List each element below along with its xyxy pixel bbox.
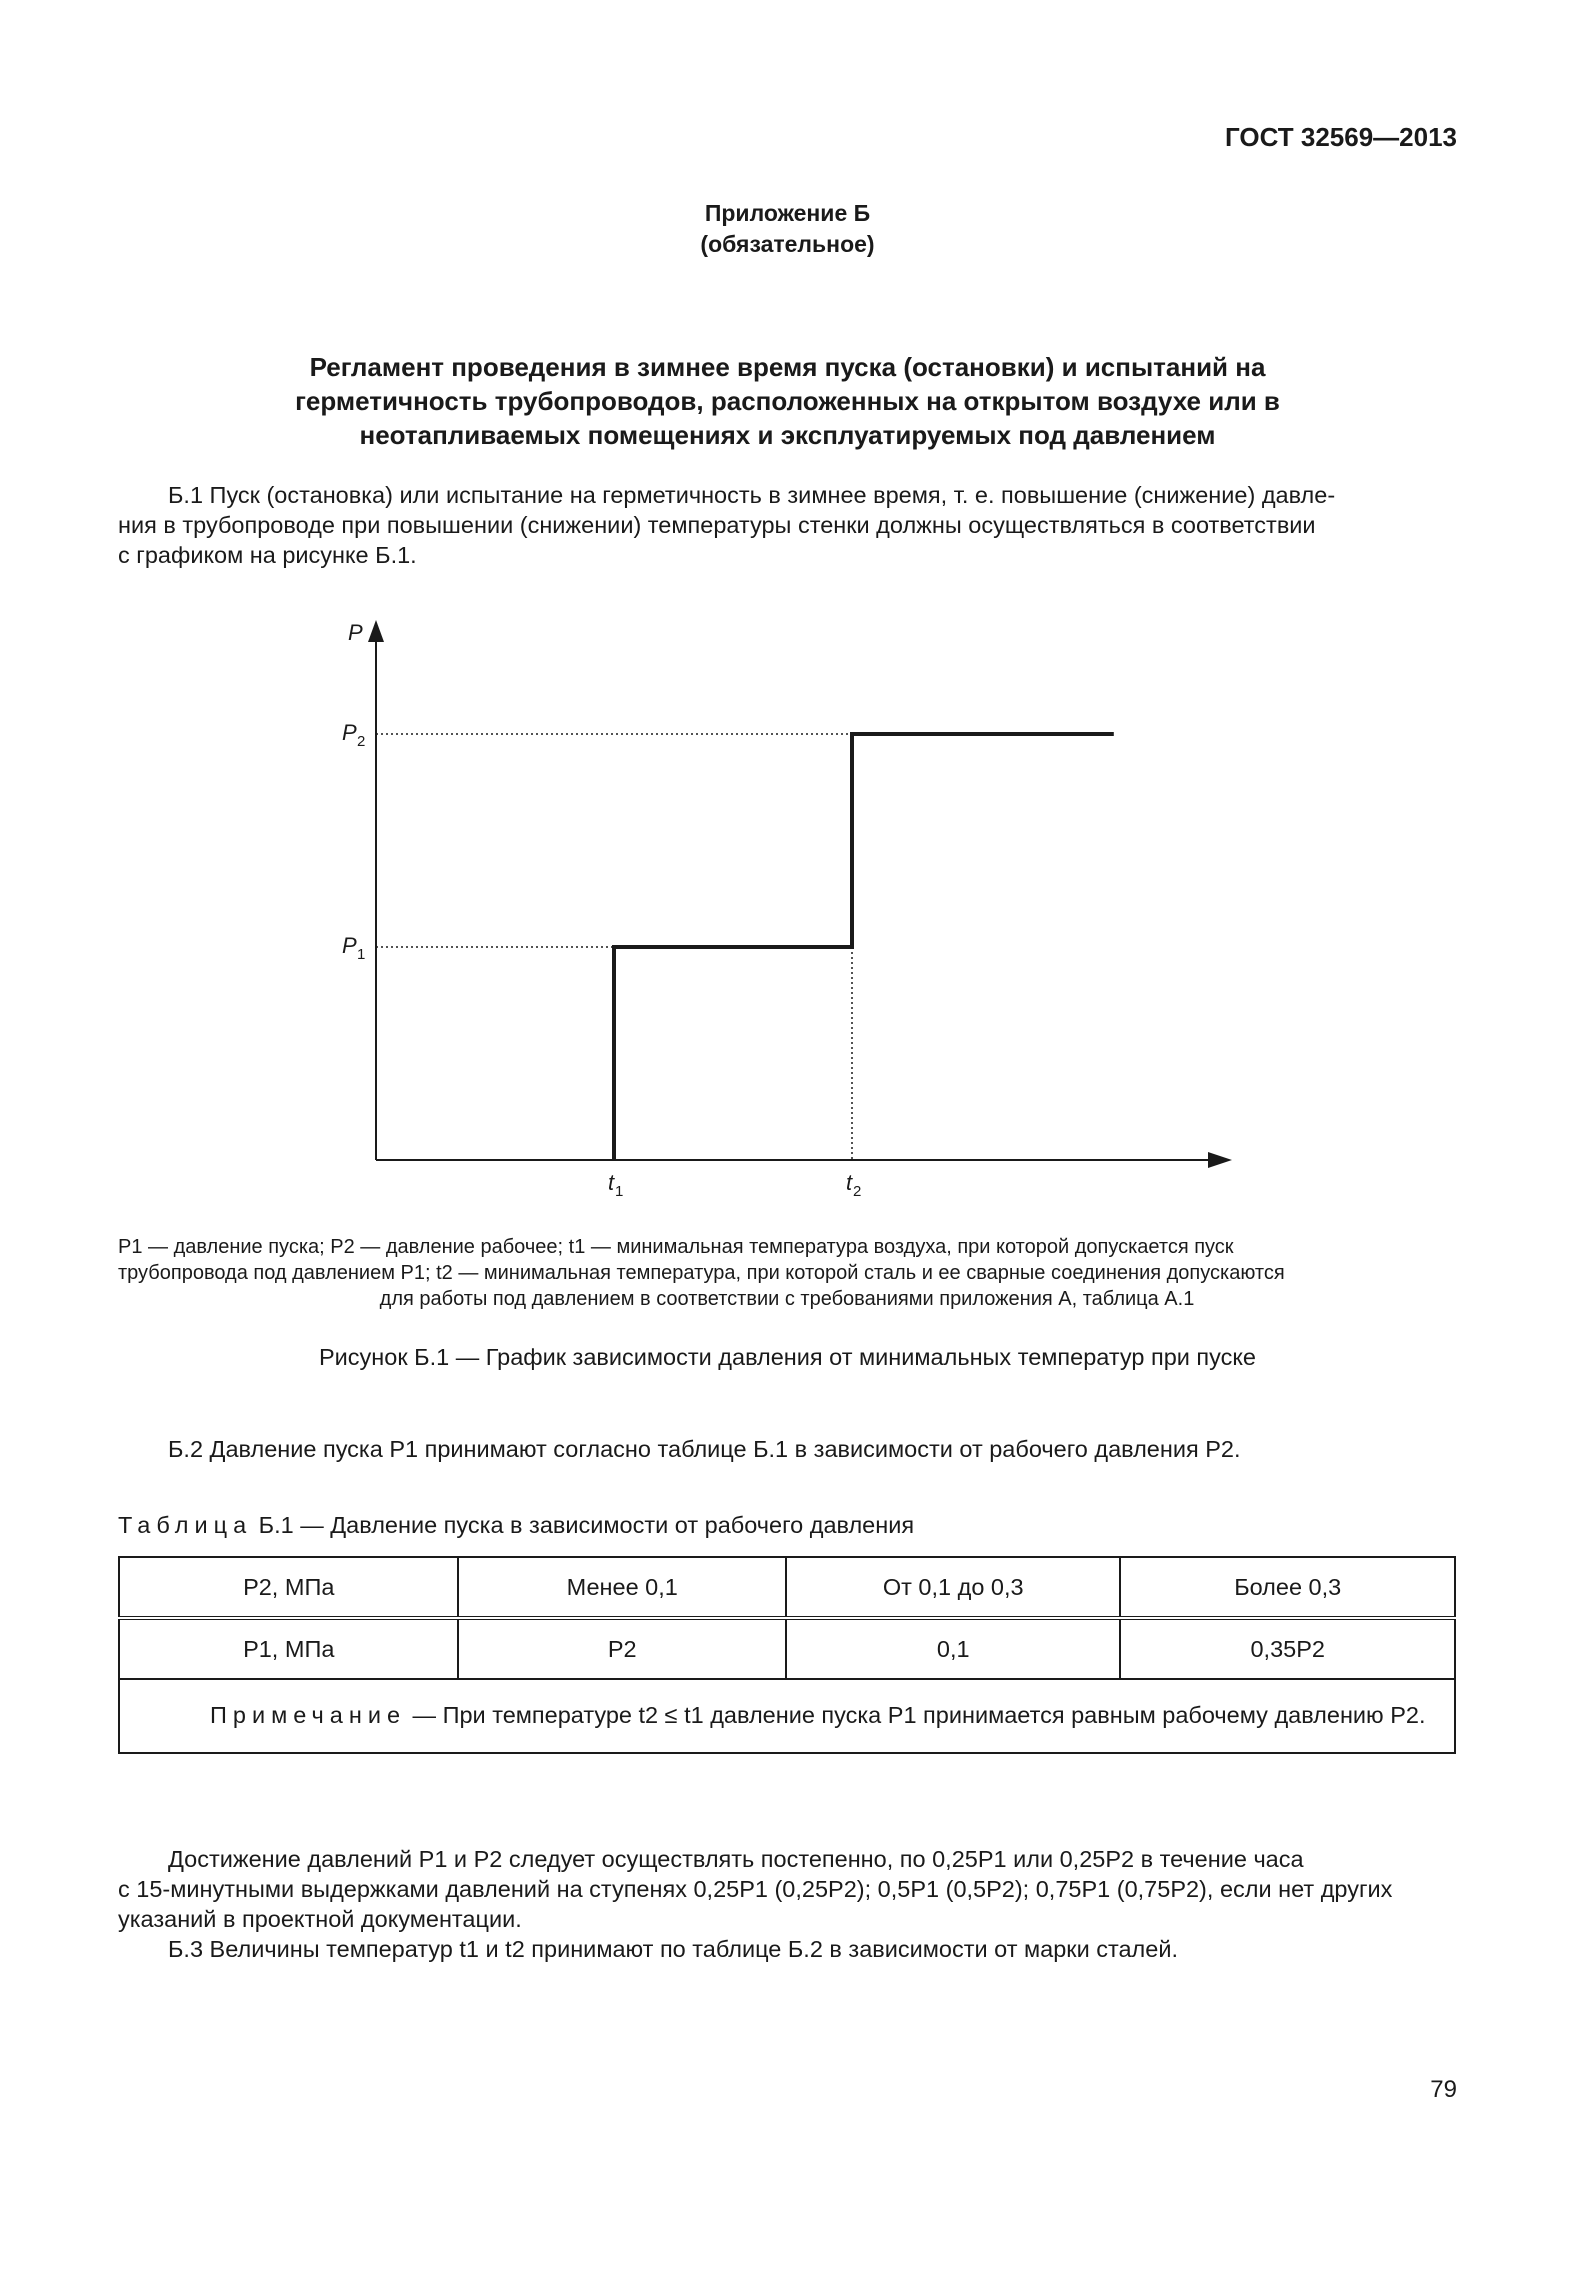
table-caption-text: Б.1 — Давление пуска в зависимости от рабочего давления (252, 1512, 915, 1538)
page-number: 79 (1430, 2076, 1457, 2103)
table-cell: 0,1 (786, 1618, 1120, 1679)
y-tick-label: P (342, 933, 357, 958)
paragraph-reach (118, 1844, 1456, 1964)
legend-line: для работы под давлением в соответствии с требованиями приложения А, таблица А.1 (379, 1288, 1195, 1310)
table-cell: P2 (458, 1618, 786, 1679)
table-note-row (119, 1679, 1455, 1753)
paragraph-line: ния в трубопроводе при повышении (снижении) температуры стенки должны осуществляться в соответствии (118, 512, 1316, 538)
paragraph-b1 (118, 480, 1456, 570)
y-tick-label-sub: 2 (357, 733, 366, 750)
table-cell: 0,35P2 (1120, 1618, 1455, 1679)
section-title-line: герметичность трубопроводов, расположенных на открытом воздухе или в (295, 386, 1280, 416)
paragraph-line: с графиком на рисунке Б.1. (118, 542, 417, 568)
paragraph-line (118, 1934, 1456, 1964)
paragraph-line: с 15-минутными выдержками давлений на ступенях 0,25P1 (0,25P2); 0,5P1 (0,5P2); 0,75P1 (0,75P2), если нет других (118, 1876, 1393, 1902)
table-cell: Более 0,3 (1120, 1557, 1455, 1618)
table-cell: От 0,1 до 0,3 (786, 1557, 1120, 1618)
table-cell: P1, МПа (119, 1618, 458, 1679)
note-word: Примечание (210, 1702, 407, 1728)
y-axis-label: P (348, 620, 363, 645)
figure-caption: Рисунок Б.1 — График зависимости давления от минимальных температур при пуске (319, 1344, 1256, 1370)
x-axis-arrow (1208, 1152, 1232, 1168)
table-cell: P2, МПа (119, 1557, 458, 1618)
legend-line: P1 — давление пуска; P2 — давление рабочее; t1 — минимальная температура воздуха, при которой допускается пуск (118, 1236, 1234, 1258)
table-row (119, 1618, 1455, 1679)
appendix-name: Приложение Б (704, 200, 871, 226)
table-row (119, 1557, 1455, 1618)
y-axis-arrow (368, 620, 384, 642)
paragraph-b2 (118, 1434, 1456, 1464)
note-text: — При температуре t2 ≤ t1 давление пуска P1 принимается равным рабочему давлению P2. (406, 1702, 1426, 1728)
table-caption-word: Таблица (118, 1512, 253, 1538)
appendix-status: (обязательное) (700, 231, 875, 257)
section-title-line: неотапливаемых помещениях и эксплуатируемых под давлением (359, 420, 1216, 450)
x-tick-label-sub: 1 (615, 1183, 624, 1200)
y-tick-label: P (342, 720, 357, 745)
x-tick-label: t (846, 1170, 853, 1195)
pressure-step-line (614, 734, 1114, 1160)
paragraph-line (118, 1844, 1456, 1874)
paragraph-text: Достижение давлений P1 и P2 следует осуществлять постепенно, по 0,25P1 или 0,25P2 в течение часа (168, 1846, 1304, 1872)
y-tick-label-sub: 1 (357, 946, 366, 963)
legend-line: трубопровода под давлением P1; t2 — минимальная температура, при которой сталь и ее сварные соединения допускаются (118, 1262, 1285, 1284)
paragraph-b3: Б.3 Величины температур t1 и t2 принимают по таблице Б.2 в зависимости от марки сталей. (168, 1936, 1178, 1962)
paragraph-line (118, 480, 1456, 510)
document-id: ГОСТ 32569—2013 (1225, 122, 1457, 152)
x-tick-label-sub: 2 (853, 1183, 862, 1200)
section-title (160, 350, 1415, 452)
paragraph-text: Б.1 Пуск (остановка) или испытание на герметичность в зимнее время, т. е. повышение (снижение) давле- (168, 482, 1336, 508)
pressure-table (118, 1556, 1456, 1754)
section-title-line: Регламент проведения в зимнее время пуска (остановки) и испытаний на (309, 352, 1266, 382)
x-tick-label: t (608, 1170, 615, 1195)
paragraph-text: Б.2 Давление пуска P1 принимают согласно таблице Б.1 в зависимости от рабочего давления P2. (168, 1436, 1241, 1462)
table-caption (118, 1512, 914, 1539)
figure-legend (118, 1234, 1456, 1312)
table-note (119, 1679, 1455, 1753)
paragraph-line: указаний в проектной документации. (118, 1906, 522, 1932)
table-cell: Менее 0,1 (458, 1557, 786, 1618)
pressure-temperature-chart (0, 600, 1575, 1220)
